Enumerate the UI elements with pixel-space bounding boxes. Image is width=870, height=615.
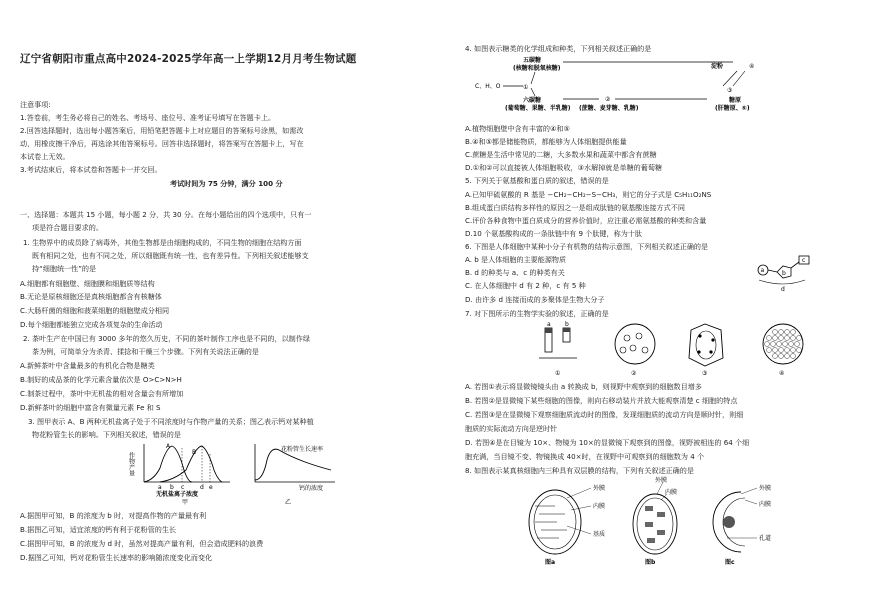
section-intro: 一、选择题：本题共 15 小题，每小题 2 分，共 30 分。在每小题给出的四个选项中，只有一 <box>20 210 312 219</box>
q7-fig4-num: ④ <box>779 370 785 377</box>
q6-option-c[interactable]: C. 在人体细胞中 d 有 2 种，c 有 5 种 <box>465 281 586 290</box>
q4-circle-2: ② <box>605 96 611 103</box>
q1-option-c[interactable]: C.大肠杆菌的细胞和菠菜细胞的细胞壁成分相同 <box>20 306 170 315</box>
q3-yi-curve-label: 花粉管生长速率 <box>281 446 324 453</box>
q7-figure-1 <box>539 321 577 377</box>
q1-option-d[interactable]: D.每个细胞都能独立完成各项复杂的生命活动 <box>20 320 163 329</box>
q6-label-b: b <box>782 270 786 277</box>
q3-jia-tick: b <box>170 484 174 491</box>
q7-option-a[interactable]: A. 若图①表示将显微镜镜头由 a 转换成 b，则视野中观察到的细胞数目增多 <box>465 382 702 391</box>
q7-fig2-num: ② <box>631 370 637 377</box>
q8-stem: 8. 如图表示某真核细胞内三种具有双层膜的结构，下列有关叙述正确的是 <box>465 466 694 475</box>
q8-caption-c: 图c <box>725 559 735 566</box>
q7-figure-3 <box>689 324 723 377</box>
q5-option-a[interactable]: A.已知甲硫氨酸的 R 基是 −CH₂−CH₂−S−CH₃，则它的分子式是 C₅H₁₁O₂NS <box>465 190 712 199</box>
q6-label-c: c <box>802 257 806 264</box>
q3-option-c[interactable]: C.据图甲可知，B 的浓度为 d 时，虽然对提高产量有利，但会造成肥料的浪费 <box>20 539 264 548</box>
q2-stem: 茶为例，可简单分为杀青、揉捻和干燥三个步骤。下列有关说法正确的是 <box>32 347 259 356</box>
q8-a-label: 基质 <box>593 531 606 538</box>
q4-sugar-diagram <box>475 54 805 120</box>
q3-jia-curve-b: B <box>192 449 197 456</box>
q3-stem: 物花粉管生长的影响。下列相关叙述，错误的是 <box>32 430 181 439</box>
q3-jia-caption: 甲 <box>182 499 189 506</box>
q7-fig1-num: ① <box>555 370 561 377</box>
q5-option-d[interactable]: D.10 个氨基酸构成的一条肽链中有 9 个肽键，称为十肽 <box>465 229 642 238</box>
q3-yi-caption: 乙 <box>285 499 292 506</box>
q8-caption-a: 图a <box>545 559 556 566</box>
q8-caption-b: 图b <box>645 559 656 566</box>
q6-option-a[interactable]: A. b 是人体细胞的主要能源物质 <box>465 255 567 264</box>
q3-option-a[interactable]: A.据图甲可知，B 的浓度为 b 时，对提高作物的产量最有利 <box>20 511 207 520</box>
q7-microscope-figures <box>535 320 825 378</box>
q7-fig3-num: ③ <box>702 370 708 377</box>
q7-option-c-cont: 胞质的实际流动方向是逆时针 <box>465 424 558 433</box>
q8-c-label: 孔道 <box>759 535 772 542</box>
q4-node-pentose: 五碳糖 <box>523 57 542 64</box>
exam-title: 辽宁省朝阳市重点高中2024-2025学年高一上学期12月月考生物试题 <box>20 53 357 65</box>
notes-item: 3.考试结束后，将本试卷和答题卡一并交回。 <box>20 165 162 174</box>
q1-option-a[interactable]: A.细胞都有细胞壁、细胞膜和细胞质等结构 <box>20 279 155 288</box>
q3-figure-jia <box>127 440 240 506</box>
q5-stem: 5. 下列关于氨基酸和蛋白质的叙述，错误的是 <box>465 176 609 185</box>
q3-jia-tick: d <box>200 484 204 491</box>
notes-item: 动，用橡皮擦干净后，再选涂其他答案标号。回答非选择题时，将答案写在答题卡上，写在 <box>20 139 304 148</box>
q3-yi-xlabel: 钙的浓度 <box>299 485 324 492</box>
q5-option-b[interactable]: B.组成蛋白质结构多样性的原因之一是组成肽链的氨基酸连接方式不同 <box>465 203 685 212</box>
q4-option-d[interactable]: D.①和②可以直接被人体细胞吸收，③水解掉就是单糖的葡萄糖 <box>465 163 663 172</box>
q3-option-d[interactable]: D.据图乙可知，钙对花粉管生长速率的影响随浓度变化而变化 <box>20 553 213 562</box>
q6-label-a: a <box>760 267 765 274</box>
q8-c-label: 外膜 <box>759 485 772 492</box>
q3-jia-curve-a: A <box>166 443 171 450</box>
notes-heading: 注意事项: <box>20 100 51 109</box>
q8-c-label: 内膜 <box>759 501 772 508</box>
q2-option-a[interactable]: A.新鲜茶叶中含量最多的有机化合物是糖类 <box>20 361 155 370</box>
q3-option-b[interactable]: B.据图乙可知，适宜浓度的钙有利于花粉管的生长 <box>20 525 177 534</box>
q8-a-label: 内膜 <box>593 503 606 510</box>
q7-stem: 7. 对下图所示的生物学实验的叙述，正确的是 <box>465 309 609 318</box>
q7-lens-b: b <box>565 321 569 328</box>
q3-jia-xlabel: 无机盐离子浓度 <box>156 491 199 498</box>
q4-node-disaccharide-sub: (蔗糖、麦芽糖、乳糖) <box>579 105 639 112</box>
exam-time: 考试时间为 75 分钟，满分 100 分 <box>170 179 283 188</box>
q7-option-c[interactable]: C. 若图③是在显微镜下观察细胞质流动时的图像，发现细胞质的流动方向是顺时针，则细 <box>465 410 744 419</box>
q5-option-c[interactable]: C.评价各种食物中蛋白质成分的营养价值时，应注重必需氨基酸的种类和含量 <box>465 216 707 225</box>
q6-option-b[interactable]: B. d 的种类与 a、c 的种类有关 <box>465 268 565 277</box>
q4-starch: 淀粉 <box>711 63 724 70</box>
section-intro: 项是符合题目要求的。 <box>32 223 103 232</box>
q6-nucleotide-figure <box>755 250 815 292</box>
q7-option-b[interactable]: B. 若图②是显微镜下某些细胞的图像，则向右移动装片并放大能观察清楚 c 细胞的特点 <box>465 396 738 405</box>
q3-jia-tick: e <box>209 484 213 491</box>
q4-glycogen-sub: (肝糖原、⑤) <box>715 105 750 112</box>
q4-node-hexose-sub: (葡萄糖、果糖、半乳糖) <box>505 105 571 112</box>
q1-stem: 持“细胞统一性”的是 <box>32 264 97 273</box>
q8-figure-b <box>633 476 677 566</box>
q4-option-b[interactable]: B.④和⑤都是储能物质，都能够为人体细胞提供能量 <box>465 137 627 146</box>
q4-circle-1: ① <box>523 84 529 91</box>
q2-option-d[interactable]: D.新鲜茶叶的细胞中富含有微量元素 Fe 和 S <box>20 403 161 412</box>
q8-figure-a <box>529 484 605 566</box>
q7-figure-2 <box>615 324 655 377</box>
q8-b-label: 内膜 <box>665 489 678 496</box>
q2-option-c[interactable]: C.制茶过程中，茶叶中无机盐的相对含量会有所增加 <box>20 389 184 398</box>
q1-stem: 1. 生物界中的成员除了病毒外，其他生物都是由细胞构成的，不同生物的细胞在结构方面 <box>23 238 302 247</box>
q4-elements: C、H、O <box>475 83 501 90</box>
q3-stem: 3. 图甲表示 A、B 两种无机盐离子处于不同浓度时与作物产量的关系；图乙表示钙对某种植 <box>28 417 314 426</box>
q2-option-b[interactable]: B.制好的成品茶的化学元素含量依次是 O>C>N>H <box>20 375 182 384</box>
q8-organelle-figures <box>505 476 795 566</box>
q7-figure-4 <box>763 324 803 377</box>
q1-option-b[interactable]: B.无论是原核细胞还是真核细胞都含有核糖体 <box>20 292 162 301</box>
q4-node-pentose-sub: (核糖和脱氧核糖) <box>513 65 561 72</box>
q3-jia-tick: a <box>158 484 162 491</box>
q3-jia-tick: c <box>181 484 185 491</box>
q4-stem: 4. 如图表示糖类的化学组成和种类，下列相关叙述正确的是 <box>465 44 652 53</box>
q3-jia-ylabel: 作物产量 <box>127 452 135 476</box>
notes-item: 本试卷上无效。 <box>20 152 70 161</box>
notes-item: 1.答卷前，考生务必将自己的姓名、考场号、座位号、准考证号填写在答题卡上。 <box>20 113 276 122</box>
q7-option-d-cont: 胞充满，当目镜不变、物镜换成 40×时，在视野中可观察到的细胞数为 4 个 <box>465 452 705 461</box>
q7-lens-a: a <box>547 321 551 328</box>
q6-option-d[interactable]: D. 由许多 d 连接而成的多聚体是生物大分子 <box>465 295 605 304</box>
q4-circle-4: ④ <box>749 63 755 70</box>
notes-item: 2.回答选择题时，选出每小题答案后，用铅笔把答题卡上对应题目的答案标号涂黑，如需改 <box>20 126 304 135</box>
q3-figure-yi <box>245 440 345 505</box>
q1-stem: 既有相同之处，也有不同之处，所以细胞既有统一性，也有差异性。下列相关叙述能够支 <box>32 251 309 260</box>
q8-a-label: 外膜 <box>593 485 606 492</box>
q4-node-hexose: 六碳糖 <box>523 97 542 104</box>
q4-glycogen: 糖原 <box>729 97 742 104</box>
q4-option-c[interactable]: C.蔗糖是生活中常见的二糖，大多数水果和蔬菜中都含有蔗糖 <box>465 150 657 159</box>
q4-circle-3: ③ <box>727 87 733 94</box>
q7-option-d[interactable]: D. 若图④是在目镜为 10×、物镜为 10×的显微镜下观察到的图像，视野被相连的 64 个细 <box>465 438 750 447</box>
q8-figure-c <box>713 484 771 566</box>
q8-b-label: 外膜 <box>655 477 668 484</box>
q4-option-a[interactable]: A.植物细胞壁中含有丰富的④和⑤ <box>465 124 570 133</box>
q2-stem: 2. 茶叶生产在中国已有 3000 多年的悠久历史，不同的茶叶制作工序也是不同的，以制作绿 <box>23 334 310 343</box>
q6-label-d: d <box>781 286 785 293</box>
q6-stem: 6. 下图是人体细胞中某种小分子有机物的结构示意图，下列相关叙述正确的是 <box>465 242 709 251</box>
